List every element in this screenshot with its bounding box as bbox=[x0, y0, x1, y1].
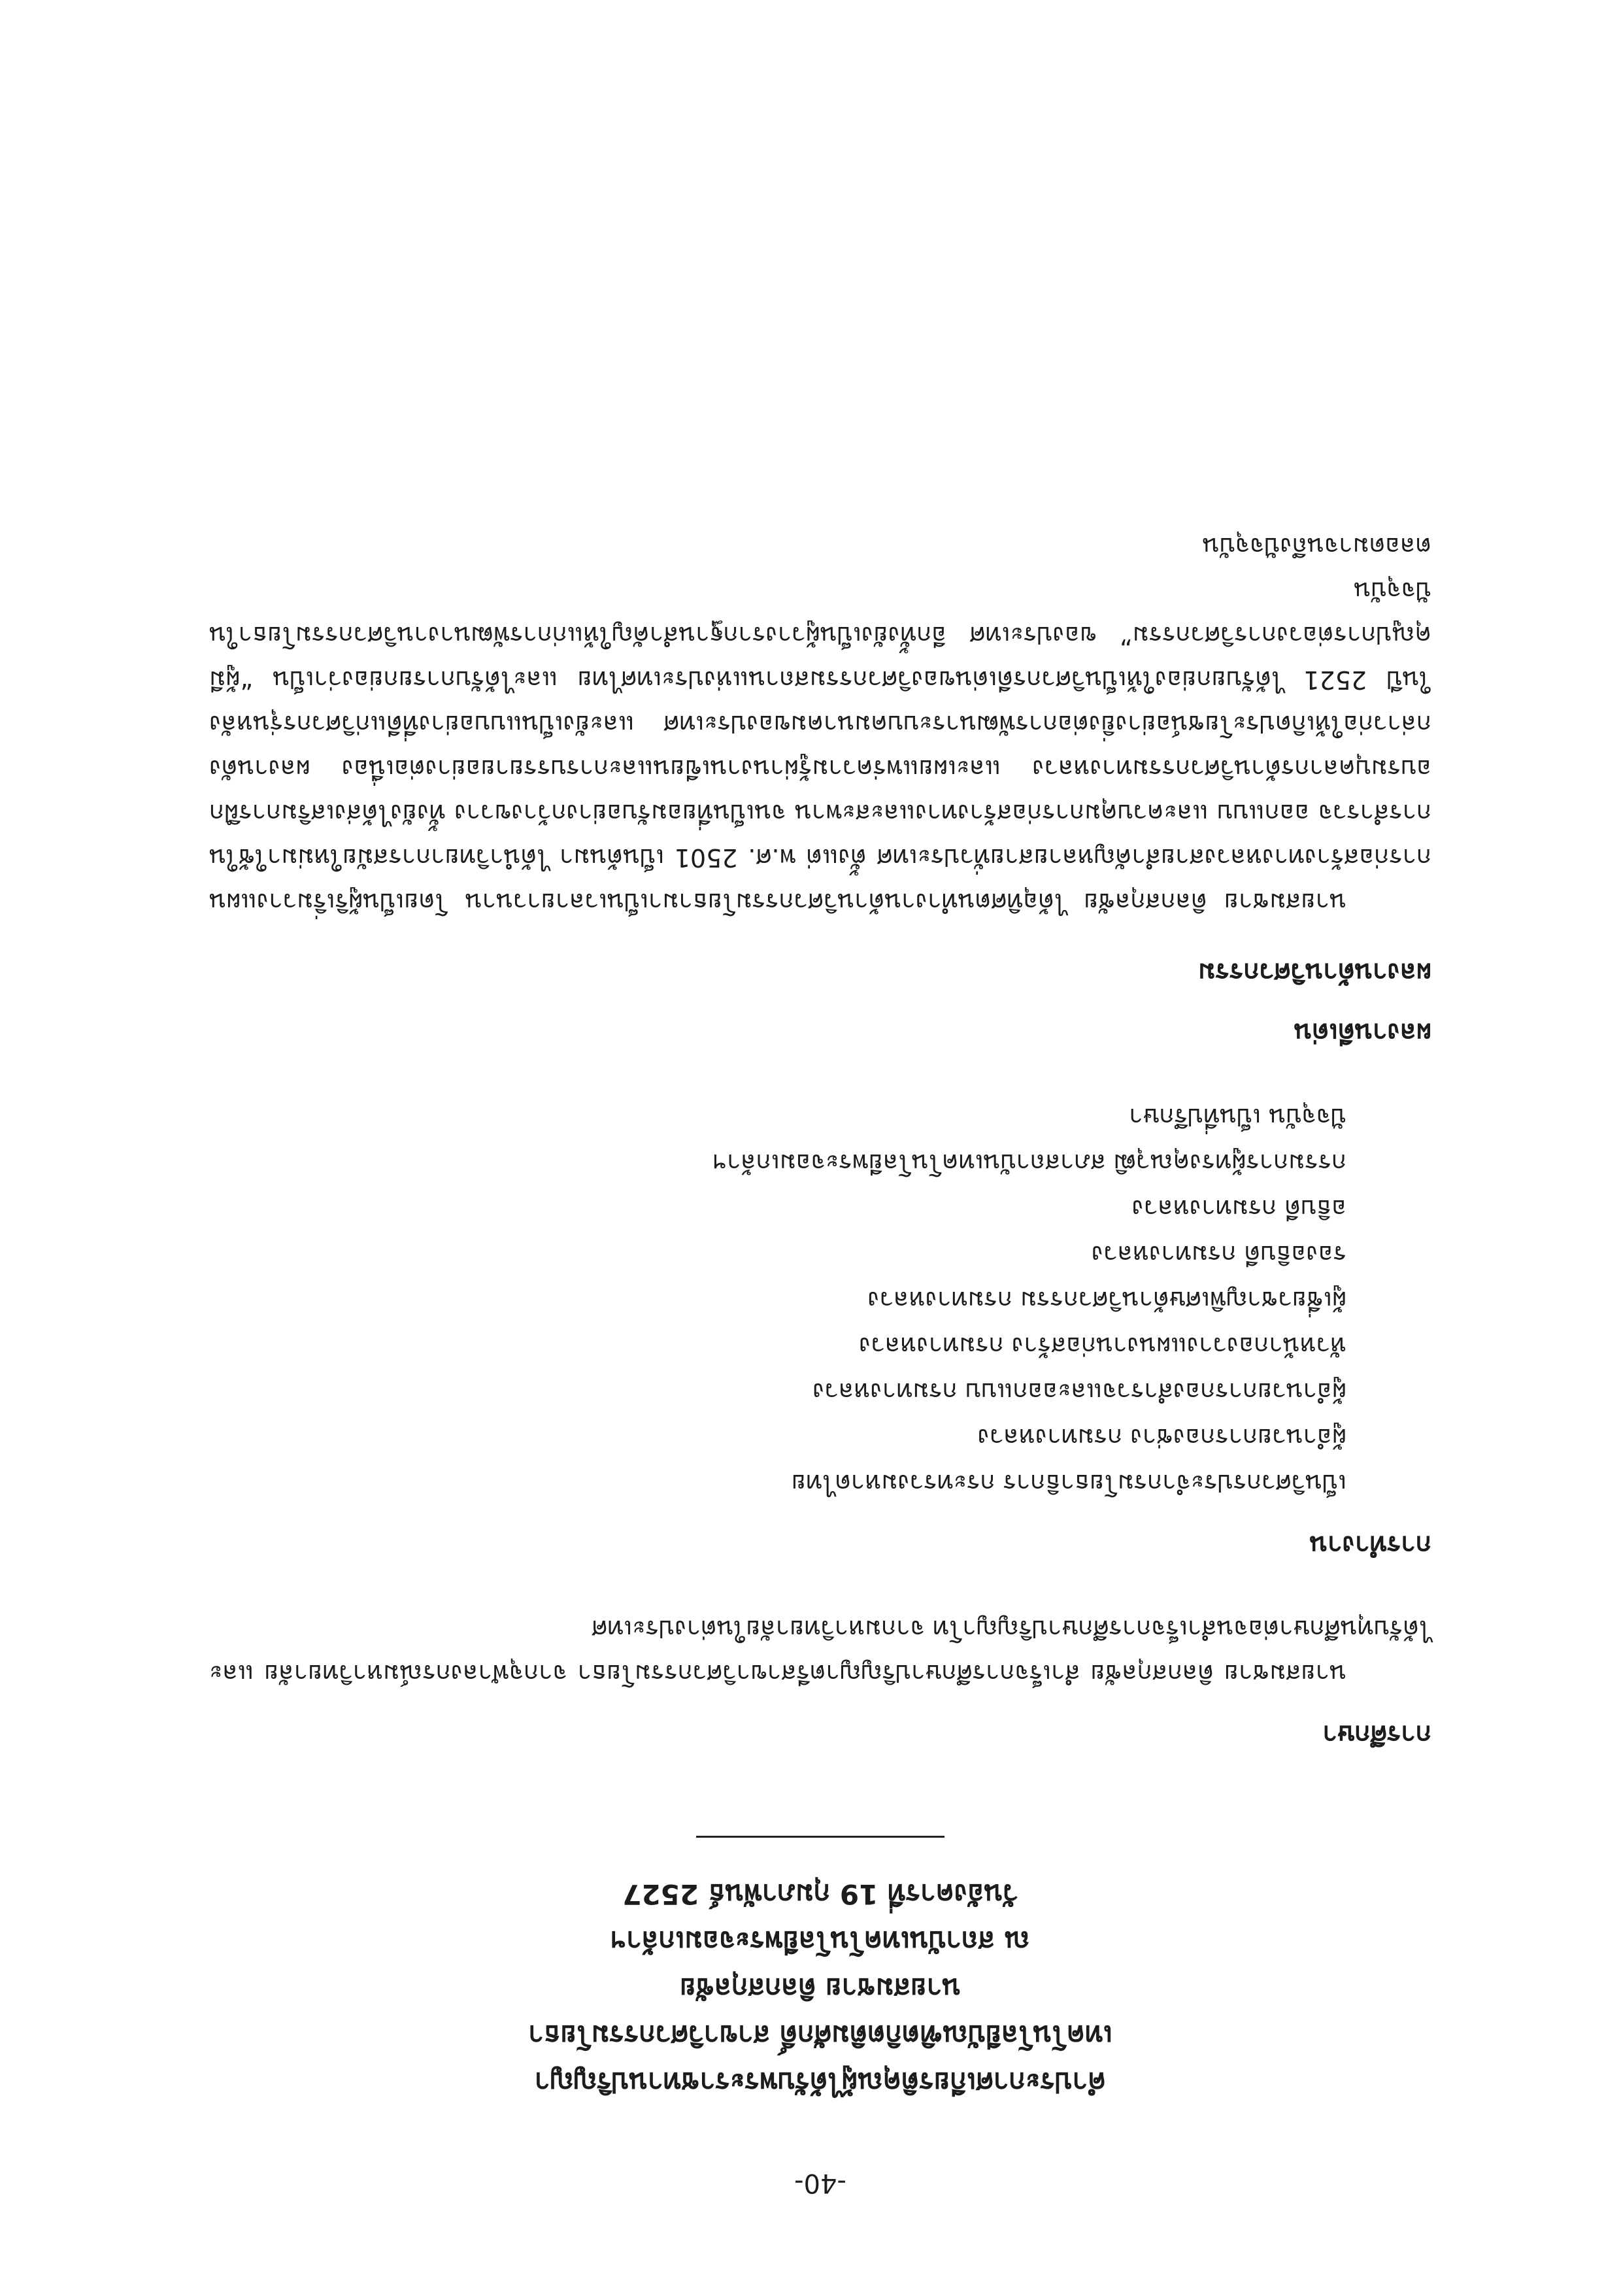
title-line: เทคโนโลยีบัณฑิตกิตติมศักดิ์ สาขาวิศวกรรมโยธา bbox=[528, 2019, 1112, 2051]
list-item: ผู้อำนวยการกองช่าง กรมทางหลวง bbox=[977, 1423, 1346, 1452]
date-line: วันอังคารที่ 19 กุมภาพันธ์ 2527 bbox=[622, 1878, 1018, 1910]
work-history-list bbox=[209, 1094, 1431, 1506]
section-heading-work: การทำงาน bbox=[1309, 1530, 1431, 1560]
document-content bbox=[209, 524, 1431, 2198]
achievement-subheading: ผลงานด้านวิศวกรรม bbox=[1198, 957, 1431, 987]
list-item: ผู้อำนวยการกองสำรวจและออกแบบ กรมทางหลวง bbox=[812, 1377, 1346, 1406]
list-item: เป็นวิศวกรประจำกรมโยธาธิการ กระทรวงมหาดไทย bbox=[791, 1469, 1346, 1498]
achievement-paragraph: นายสมชาย ดิลกสกุลชัย ได้อุทิศตนทำงานด้านวิศวกรรมโยธามาเป็นเวลายาวนาน โดยเป็นผู้ริเริ่มวางแผนการก่อสร้างทางหลวงสายสำคัญหลายสายทั่วประเทศ ตั้งแต่ พ.ศ. 2501 เป็นต้นมา ได้นำวิทยาการสมัยใหม่มาใช้ในการสำรวจ ออกแบบ และควบคุมการก่อสร้างทางและสะพาน จนเป็นที่ยอมรับอย่างกว้างขวาง ทั้งยังได้ส่งเสริมการฝึกอบรมบุคลากรด้านวิศวกรรมทางหลวง และเผยแพร่ความรู้ผ่านงานเขียนและการบรรยายอย่างต่อเนื่อง ผลงานดังกล่าวก่อให้เกิดประโยชน์อย่างยิ่งต่อการพัฒนาระบบคมนาคมของประเทศ และยังเป็นแบบอย่างที่ดีแก่วิศวกรรุ่นหลัง ในปี 2521 ได้รับยกย่องให้เป็นวิศวกรดีเด่นของวิศวกรรมสถานแห่งประเทศไทย และได้รับการยกย่องว่าเป็น “ผู้มีคุณูปการต่อวงการวิศวกรรม” ของประเทศ อีกทั้งยังเป็นผู้วางรากฐานสำคัญให้แก่การพัฒนางานวิศวกรรมโยธาในปัจจุบัน bbox=[209, 577, 1431, 917]
document-title-block bbox=[209, 1870, 1431, 2106]
list-item: กรรมการผู้ทรงคุณวุฒิ สภาสถาบันเทคโนโลยีพระจอมเกล้าฯ bbox=[712, 1149, 1346, 1177]
title-line: คำประกาศเกียรติคุณผู้ได้รับพระราชทานปริญญา bbox=[534, 2067, 1107, 2099]
list-item: ปัจจุบัน เป็นที่ปรึกษา bbox=[1129, 1103, 1346, 1132]
page-number: -40- bbox=[794, 2168, 846, 2198]
list-item: อธิบดี กรมทางหลวง bbox=[1131, 1194, 1346, 1223]
institution-line: ณ สถาบันเทคโนโลยีพระจอมเกล้าฯ bbox=[610, 1925, 1030, 1957]
honoree-name: นายสมชาย ดิลกสกุลชัย bbox=[680, 1972, 961, 2004]
divider-line bbox=[696, 1836, 944, 1838]
list-item: รองอธิบดี กรมทางหลวง bbox=[1091, 1240, 1346, 1269]
achievement-last-line: ตลอดมาจนถึงปัจจุบัน bbox=[1202, 532, 1431, 561]
list-item: ผู้เชี่ยวชาญพิเศษด้านวิศวกรรม กรมทางหลวง bbox=[867, 1286, 1346, 1315]
section-heading-education: การศึกษา bbox=[1322, 1719, 1431, 1749]
section-heading-achievement: ผลงานดีเด่น bbox=[1294, 1017, 1431, 1047]
list-item: หัวหน้ากองวางแผนงานก่อสร้าง กรมทางหลวง bbox=[858, 1332, 1346, 1360]
education-paragraph: นายสมชาย ดิลกสกุลชัย สำเร็จการศึกษาปริญญาตรีสาขาวิศวกรรมโยธา จากจุฬาลงกรณ์มหาวิทยาลัย และได้รับทุนศึกษาต่อจนสำเร็จการศึกษาปริญญาโท จากมหาวิทยาลัยในต่างประเทศ bbox=[209, 1615, 1431, 1688]
